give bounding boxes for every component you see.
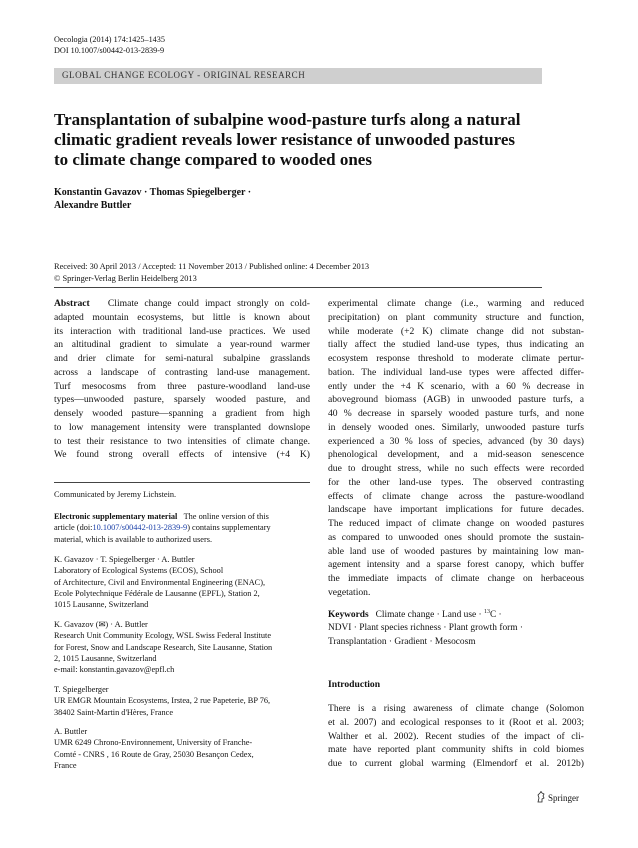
- abstract-right: [328, 297, 584, 600]
- abstract-line: 40 % decrease in sparsely wooded pasture turfs, and none: [328, 408, 584, 419]
- publication-dates: [54, 261, 369, 285]
- abstract-left: [54, 297, 310, 462]
- author-line: Alexandre Buttler: [54, 200, 132, 211]
- divider: [54, 287, 542, 288]
- abstract-line: while moderate (+2 K) climate change did not substan-: [328, 325, 584, 337]
- abstract-line: to low management intensity were transplanted downslope: [54, 421, 310, 433]
- title-line: Transplantation of subalpine wood-pasture turfs along a natural: [54, 110, 521, 129]
- abstract-line: experienced a 30 % loss of species, advanced (by 30 days): [328, 435, 584, 447]
- abstract-heading: Abstract: [54, 298, 90, 309]
- esm-doi-link[interactable]: 10.1007/s00442-013-2839-9: [92, 523, 188, 533]
- abstract-line: effects of climate change across the pasture-woodland: [328, 490, 584, 502]
- esm-heading: Electronic supplementary material: [54, 512, 178, 521]
- abstract-line: experimental climate change (i.e., warming and reduced: [328, 298, 584, 309]
- title-line: to climate change compared to wooded ones: [54, 150, 372, 169]
- abstract-line: Abstract Climate change could impact strongly on cold-: [54, 298, 310, 309]
- abstract-line: ently under the +4 K scenario, with a 60 % decrease in: [328, 380, 584, 392]
- abstract-line: We found strong overall effects of intensive (+4 K): [54, 449, 310, 461]
- abstract-line: The reduced impact of climate change on wooded pastures: [328, 518, 584, 529]
- intro-line: There is a rising awareness of climate change (Solomon: [328, 703, 584, 714]
- journal-volume: Oecologia (2014) 174:1425–1435: [54, 35, 165, 44]
- abstract-line: to test their resistance to two intensities of climate change.: [54, 435, 310, 447]
- abstract-line: and drier climate for semi-natural subalpine grasslands: [54, 353, 310, 364]
- abstract-line: types—unwooded pasture, sparsely wooded pasture, and: [54, 394, 310, 406]
- abstract-line: its interaction with traditional land-use practices. We used: [54, 325, 310, 337]
- article-title: [54, 110, 554, 170]
- abstract-line: densely wooded pasture—spanning a gradient from high: [54, 408, 310, 419]
- history-dates: Received: 30 April 2013 / Accepted: 11 November 2013 / Published online: 4 December 2013: [54, 262, 370, 271]
- abstract-line: for the other land-use types. The observed contrasting: [328, 476, 584, 488]
- abstract-line: an altitudinal gradient to simulate a year-round warmer: [54, 339, 310, 351]
- abstract-line: able land use of wooded pastures by maintaining low man-: [328, 545, 584, 557]
- abstract-line: adapted mountain ecosystems, but little is known about: [54, 311, 310, 323]
- abstract-line: Turf mesocosms from three pasture-woodland land-use: [54, 380, 310, 392]
- abstract-line: bation. The individual land-use types were affected differ-: [328, 366, 584, 378]
- introduction-heading: Introduction: [328, 679, 381, 690]
- author-line: Konstantin Gavazov · Thomas Spiegelberger ·: [54, 187, 252, 198]
- abstract-line: phenological development, and a mid-season senescence: [328, 449, 584, 461]
- intro-line: mate have reported plant community shifts in cold biomes: [328, 744, 584, 756]
- abstract-line: precipitation) on plant community structure and function,: [328, 311, 584, 323]
- communicated-by: Communicated by Jeremy Lichstein.: [54, 490, 177, 499]
- esm-note: Electronic supplementary material The online version of this article (doi:10.1007/s00442-013-2839-9) contains supplementary material, which is available to authorized users.: [54, 512, 271, 544]
- title-line: climatic gradient reveals lower resistance of unwooded pastures: [54, 130, 516, 149]
- section-banner: [54, 68, 542, 84]
- abstract-line: agement intensity and a sparse forest canopy, which buffer: [328, 559, 584, 571]
- abstract-line: in densely wooded ones. Similarly, unwooded pasture turfs: [328, 421, 584, 433]
- intro-line: et al. 2007) and ecological responses to it (Root et al. 2003;: [328, 716, 584, 728]
- affiliation: K. Gavazov (✉) · A. Buttler Research Unit Community Ecology, WSL Swiss Federal Institute for Forest, Snow and Landscape Research, Site Lausanne, Station 2, 1015 Lausanne, Switzerland e-mail: konstantin.gavazov@epfl.ch: [54, 619, 310, 675]
- email[interactable]: e-mail: konstantin.gavazov@epfl.ch: [54, 665, 175, 675]
- abstract-line: due to drought stress, while no such effects were recorded: [328, 463, 584, 474]
- introduction-text: [328, 702, 584, 771]
- intro-line: due to current global warming (Elmendorf et al. 2012b): [328, 758, 584, 769]
- abstract-line: landscape have important implications for future decades.: [328, 504, 584, 516]
- copyright: © Springer-Verlag Berlin Heidelberg 2013: [54, 274, 197, 283]
- keywords: Keywords Climate change · Land use · $^{13}$C · NDVI · Plant species richness · Plant growth form · Transplantation · Gradient · Mesocosm: [328, 609, 524, 647]
- section-banner-label: GLOBAL CHANGE ECOLOGY - ORIGINAL RESEARCH: [62, 70, 306, 80]
- publisher-name: Springer: [548, 793, 579, 803]
- author-list: [54, 186, 251, 212]
- abstract-line: across a landscape of contrasting land-use management.: [54, 366, 310, 378]
- intro-line: Walther et al. 2002). Recent studies of the impact of cli-: [328, 730, 584, 742]
- affiliation: A. Buttler UMR 6249 Chrono-Environnement, University of Franche- Comté - CNRS , 16 Route de Gray, 25030 Besançon Cedex, France: [54, 727, 254, 770]
- affiliation: K. Gavazov · T. Spiegelberger · A. Buttler Laboratory of Ecological Systems (ECOS), School of Architecture, Civil and Environmental Engineering (ENAC), Ecole Polytechnique Fédérale de Lausanne (EPFL), Station 2, 1015 Lausanne, Switzerland: [54, 555, 266, 610]
- journal-citation: [54, 34, 165, 56]
- abstract-line: vegetation.: [328, 586, 371, 598]
- abstract-line: tially affect the studied land-use types, thus indicating an: [328, 339, 584, 351]
- abstract-line: aboveground biomass (AGB) in unwooded pasture turfs, a: [328, 394, 584, 406]
- abstract-line: the immediate impacts of climate change on herbaceous: [328, 573, 584, 584]
- publisher-logo: [536, 791, 579, 803]
- abstract-line: as compared to unwooded ones should promote the sustain-: [328, 531, 584, 543]
- abstract-line: ecosystem response threshold to moderate climate pertur-: [328, 353, 584, 364]
- divider: [54, 482, 310, 483]
- keywords-heading: Keywords: [328, 610, 369, 621]
- journal-doi: DOI 10.1007/s00442-013-2839-9: [54, 46, 165, 55]
- springer-horse-icon: [536, 791, 546, 803]
- affiliation: T. Spiegelberger UR EMGR Mountain Ecosystems, Irstea, 2 rue Papeterie, BP 76, 38402 Saint-Martin d'Hères, France: [54, 685, 271, 717]
